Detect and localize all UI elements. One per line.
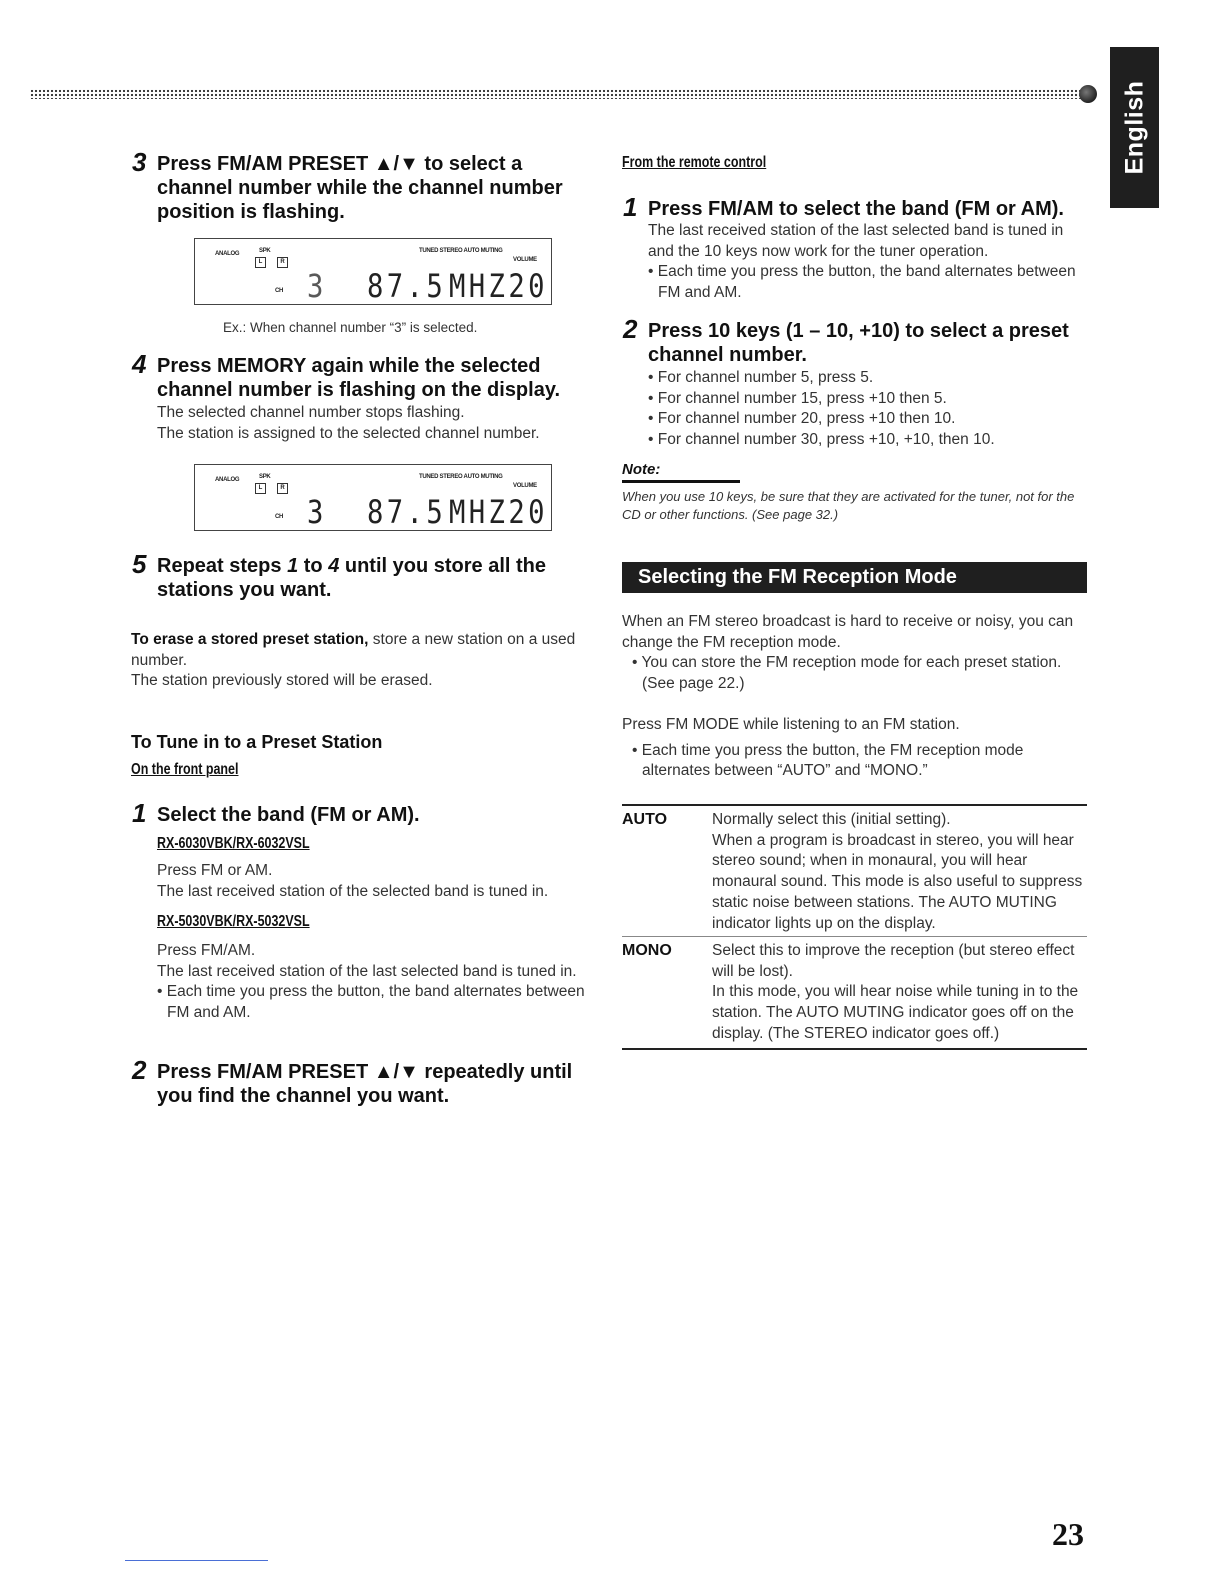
bullet-item: • You can store the FM reception mode for each preset station. (See page 22.) (632, 654, 1062, 693)
mode-desc-mono (712, 941, 1087, 1045)
mode-label-auto: AUTO (622, 811, 668, 828)
fm-mode-intro (622, 612, 1087, 695)
table-top-rule (622, 804, 1087, 806)
erase-line-2: The station previously stored will be erased. (131, 672, 433, 690)
unit-readout: MHZ20 (449, 493, 548, 531)
text-line: When an FM stereo broadcast is hard to receive or noisy, you can change the FM reception mode. (622, 613, 1074, 651)
tuner-display-example-2 (194, 464, 552, 531)
step-number: 3 (132, 147, 147, 177)
step-title-part: until you store all the stations you want. (157, 555, 547, 601)
note-underline (622, 480, 740, 483)
frequency-readout: 87.5 (367, 493, 447, 531)
step-title: Press 10 keys (1 – 10, +10) to select a preset channel number. (648, 320, 1069, 366)
ch-indicator: CH (275, 514, 284, 520)
display-caption: Ex.: When channel number “3” is selected. (223, 320, 478, 335)
channel-number-flashing: 3 (307, 267, 327, 305)
remote-step-1-text (648, 221, 1088, 304)
text-line: Press FM/AM. (157, 942, 256, 959)
bullet-item: • Each time you press the button, the FM reception mode alternates between “AUTO” and “MONO.” (632, 741, 1024, 780)
bullet-item: • For channel number 30, press +10, +10, then 10. (648, 431, 995, 449)
tuner-display-example-1 (194, 238, 552, 305)
mode-label-mono: MONO (622, 942, 672, 959)
speaker-r-indicator: R (277, 257, 288, 268)
step-number: 2 (623, 314, 638, 344)
step-ref: 1 (287, 555, 299, 577)
text-line: The last received station of the last selected band is tuned in and the 10 keys now work for the tuner operation. (648, 222, 1064, 260)
header-dotted-rule (30, 89, 1088, 99)
spk-indicator: SPK (259, 474, 271, 480)
erase-rest: store a new station on a used number. (131, 631, 576, 669)
language-tab-label: English (1120, 80, 1149, 175)
model-heading-6030: RX-6030VBK/RX-6032VSL (157, 835, 310, 852)
language-tab (1110, 47, 1159, 208)
remote-subheading: From the remote control (622, 154, 767, 171)
spk-indicator: SPK (259, 248, 271, 254)
model-6030-text (157, 861, 597, 902)
erase-lead: To erase a stored preset station, (131, 631, 369, 648)
channel-number: 3 (307, 493, 327, 531)
note-text: When you use 10 keys, be sure that they are activated for the tuner, not for the CD or other functions. (See page 32.) (622, 489, 1075, 522)
text-line: In this mode, you will hear noise while tuning in to the station. The AUTO MUTING indicator goes off on the display. (The STEREO indicator goes off.) (712, 983, 1079, 1042)
footer-line (125, 1560, 268, 1561)
text-line: The last received station of the selected band is tuned in. (157, 882, 549, 900)
text-line: Press FM or AM. (157, 862, 273, 879)
step-number: 1 (623, 192, 638, 222)
model-heading-5030: RX-5030VBK/RX-5032VSL (157, 913, 310, 930)
step-number: 2 (132, 1055, 147, 1085)
erase-paragraph (131, 630, 586, 692)
step-number: 5 (132, 549, 147, 579)
analog-indicator: ANALOG (215, 251, 240, 257)
remote-step-1 (623, 192, 1098, 222)
step-title: Press FM/AM to select the band (FM or AM). (648, 198, 1064, 220)
press-preset-step (132, 1055, 597, 1108)
bullet-item: • For channel number 20, press +10 then 10. (648, 410, 956, 428)
step-3 (132, 147, 587, 224)
tune-preset-heading: To Tune in to a Preset Station (131, 732, 383, 752)
status-indicators: TUNED STEREO AUTO MUTING (419, 474, 503, 480)
bullet-item: • Each time you press the button, the band alternates between FM and AM. (157, 983, 585, 1022)
step-title-part: Repeat steps (157, 555, 288, 577)
step-title-part: to (298, 555, 329, 577)
note-label: Note: (622, 461, 661, 478)
volume-indicator: VOLUME (513, 257, 537, 263)
page-number: 23 (1052, 1516, 1084, 1552)
mode-desc-auto (712, 810, 1087, 934)
step-title: Select the band (FM or AM). (157, 804, 420, 826)
step-number: 4 (132, 349, 147, 379)
step-title: Press FM/AM PRESET ▲/▼ to select a channel number while the channel number position is flashing. (157, 153, 563, 223)
remote-step-2 (623, 314, 1088, 367)
step-number: 1 (132, 798, 147, 828)
step-4 (132, 349, 597, 402)
ch-indicator: CH (275, 288, 284, 294)
bullet-item: • For channel number 5, press 5. (648, 369, 874, 386)
step-title: Press FM/AM PRESET ▲/▼ repeatedly until you find the channel you want. (157, 1061, 573, 1107)
text-line: The last received station of the last selected band is tuned in. (157, 962, 577, 980)
text-line: When a program is broadcast in stereo, you will hear stereo sound; when in monaural, you will hear monaural sound. This mode is also useful to suppress static noise between stations. The AUTO MUTING indicator lights up on the display. (712, 831, 1083, 932)
text-line: Select this to improve the reception (but stereo effect will be lost). (712, 942, 1075, 980)
section-title-bar: Selecting the FM Reception Mode (622, 562, 1087, 593)
step-title: Press MEMORY again while the selected channel number is flashing on the display. (157, 355, 561, 401)
volume-indicator: VOLUME (513, 483, 537, 489)
speaker-l-indicator: L (255, 257, 266, 268)
text-line: Press FM MODE while listening to an FM station. (622, 716, 960, 733)
unit-readout: MHZ20 (449, 267, 548, 305)
step-5 (132, 549, 587, 602)
bullet-item: • For channel number 15, press +10 then 5. (648, 389, 947, 407)
remote-step-2-bullets (648, 368, 1088, 451)
speaker-r-indicator: R (277, 483, 288, 494)
front-panel-subheading: On the front panel (131, 761, 239, 778)
step-ref: 4 (328, 555, 340, 577)
press-fm-mode (622, 715, 1087, 782)
frequency-readout: 87.5 (367, 267, 447, 305)
table-row-divider (622, 936, 1087, 937)
text-line: Normally select this (initial setting). (712, 811, 951, 828)
bullet-item: • Each time you press the button, the band alternates between FM and AM. (648, 263, 1076, 302)
analog-indicator: ANALOG (215, 477, 240, 483)
status-indicators: TUNED STEREO AUTO MUTING (419, 248, 503, 254)
step-4-text (157, 403, 597, 444)
table-bottom-rule (622, 1048, 1087, 1050)
speaker-l-indicator: L (255, 483, 266, 494)
header-rule-end-dot (1079, 85, 1097, 103)
model-5030-text (157, 941, 597, 1024)
text-line: The selected channel number stops flashing. (157, 404, 465, 421)
text-line: The station is assigned to the selected channel number. (157, 424, 540, 442)
select-band-step (132, 798, 587, 828)
